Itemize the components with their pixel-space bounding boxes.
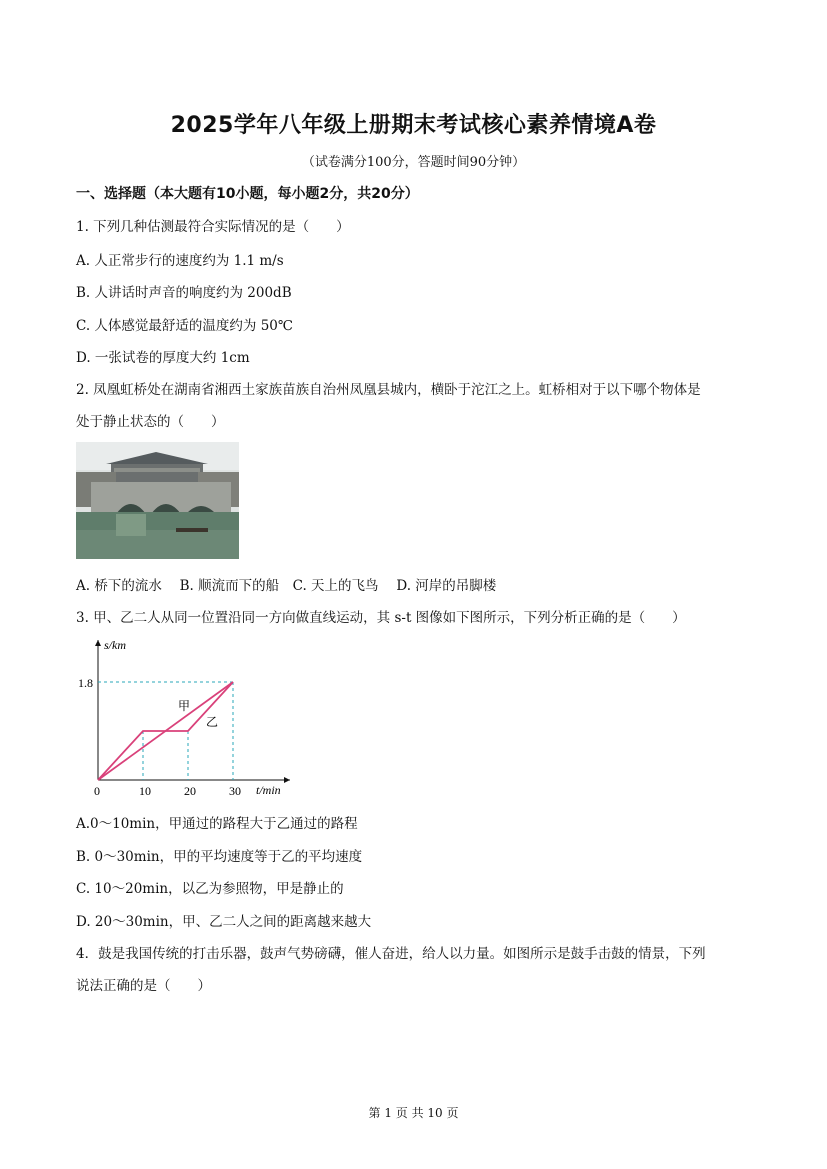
q4-stem-line1: 4．鼓是我国传统的打击乐器，鼓声气势磅礴，催人奋进，给人以力量。如图所示是鼓手击鼓的情景，下列	[76, 946, 706, 962]
q3-option-a: A.0～10min，甲通过的路程大于乙通过的路程	[76, 816, 358, 832]
series-yi-label: 乙	[206, 715, 219, 729]
q1-stem: 1. 下列几种估测最符合实际情况的是（ ）	[76, 219, 350, 235]
q1-option-b: B. 人讲话时声音的响度约为 200dB	[76, 285, 292, 301]
q3-option-d: D. 20～30min，甲、乙二人之间的距离越来越大	[76, 914, 372, 930]
q1-option-a: A. 人正常步行的速度约为 1.1 m/s	[76, 253, 284, 269]
q1-option-d: D. 一张试卷的厚度大约 1cm	[76, 350, 250, 366]
x-tick-10: 10	[139, 784, 151, 798]
s-t-chart	[76, 634, 306, 804]
x-axis-label: t/min	[256, 783, 281, 797]
q3-option-b: B. 0～30min，甲的平均速度等于乙的平均速度	[76, 849, 363, 865]
x-tick-0: 0	[94, 784, 100, 798]
page-title: 2025学年八年级上册期末考试核心素养情境A卷	[170, 113, 657, 138]
page-subtitle: （试卷满分100分，答题时间90分钟）	[301, 155, 526, 170]
q3-stem: 3. 甲、乙二人从同一位置沿同一方向做直线运动，其 s-t 图像如下图所示，下列分析正确的是（ ）	[76, 610, 686, 626]
q2-stem-line2: 处于静止状态的（ ）	[76, 414, 225, 430]
section-heading: 一、选择题（本大题有10小题，每小题2分，共20分）	[76, 186, 419, 202]
page-footer: 第 1 页 共 10 页	[368, 1106, 459, 1120]
y-axis-label: s/km	[104, 638, 126, 652]
q1-option-c: C. 人体感觉最舒适的温度约为 50℃	[76, 318, 294, 334]
x-tick-30: 30	[229, 784, 241, 798]
series-jia-label: 甲	[178, 699, 191, 713]
x-tick-20: 20	[184, 784, 196, 798]
y-tick-label: 1.8	[78, 676, 93, 690]
q3-option-c: C. 10～20min，以乙为参照物，甲是静止的	[76, 881, 344, 897]
bridge-photo	[76, 442, 239, 559]
q4-stem-line2: 说法正确的是（ ）	[76, 978, 211, 994]
q2-options: A. 桥下的流水 B. 顺流而下的船 C. 天上的飞鸟 D. 河岸的吊脚楼	[76, 578, 497, 594]
q2-stem-line1: 2. 凤凰虹桥处在湖南省湘西土家族苗族自治州凤凰县城内，横卧于沱江之上。虹桥相对于以下哪个物体是	[76, 382, 701, 398]
